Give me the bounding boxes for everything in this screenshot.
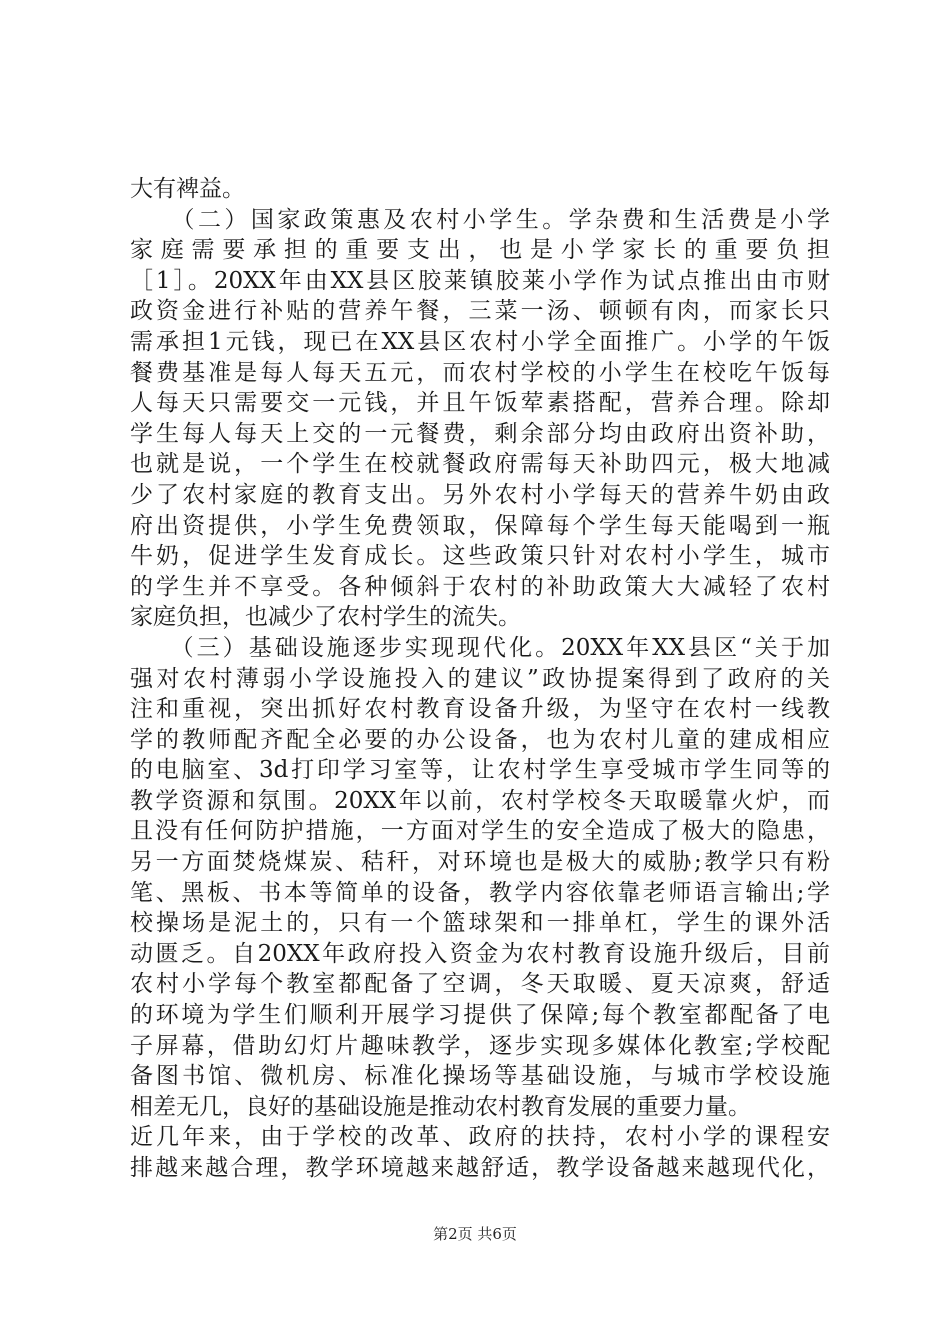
text-line: 府出资提供，小学生免费领取，保障每个学生每天能喝到一瓶: [130, 512, 830, 539]
text-line: 餐费基准是每人每天五元，而农村学校的小学生在校吃午饭每: [130, 359, 830, 386]
text-line: 笔、黑板、书本等简单的设备，教学内容依靠老师语言输出;学: [130, 879, 830, 906]
text-line: 农村小学每个教室都配备了空调，冬天取暖、夏天凉爽，舒适: [130, 971, 830, 998]
text-line: 近几年来，由于学校的改革、政府的扶持，农村小学的课程安: [130, 1124, 830, 1151]
text-line: （二）国家政策惠及农村小学生。学杂费和生活费是小学: [130, 206, 830, 233]
text-line: 动匮乏。自20XX年政府投入资金为农村教育设施升级后，目前: [130, 940, 830, 967]
text-line: 排越来越合理，教学环境越来越舒适，教学设备越来越现代化，: [130, 1155, 830, 1181]
text-line: 强对农村薄弱小学设施投入的建议”政协提案得到了政府的关: [130, 665, 830, 692]
text-line: 另一方面焚烧煤炭、秸秆，对环境也是极大的威胁;教学只有粉: [130, 849, 830, 876]
text-line: ［1］。20XX年由XX县区胶莱镇胶莱小学作为试点推出由市财: [130, 267, 830, 294]
page-footer: 第2页 共6页: [433, 1225, 517, 1243]
text-line: 注和重视，突出抓好农村教育设备升级，为坚守在农村一线教: [130, 696, 830, 723]
text-line: 备图书馆、微机房、标准化操场等基础设施，与城市学校设施: [130, 1063, 830, 1090]
text-line: 政资金进行补贴的营养午餐，三菜一汤、顿顿有肉，而家长只: [130, 298, 830, 325]
text-line: 且没有任何防护措施，一方面对学生的安全造成了极大的隐患，: [130, 818, 830, 845]
text-line: 需承担1元钱，现已在XX县区农村小学全面推广。小学的午饭: [130, 328, 830, 355]
text-line: 相差无几，良好的基础设施是推动农村教育发展的重要力量。: [130, 1093, 751, 1120]
text-line: 子屏幕，借助幻灯片趣味教学，逐步实现多媒体化教室;学校配: [130, 1032, 830, 1059]
text-line: 教学资源和氛围。20XX年以前，农村学校冬天取暖靠火炉，而: [130, 787, 830, 814]
text-line: 校操场是泥土的，只有一个篮球架和一排单杠，学生的课外活: [130, 910, 830, 937]
text-line: 大有裨益。: [130, 176, 245, 202]
text-line: 人每天只需要交一元钱，并且午饭荤素搭配，营养合理。除却: [130, 390, 830, 417]
body-text: [130, 174, 830, 1184]
text-line: （三）基础设施逐步实现现代化。20XX年XX县区“关于加: [130, 634, 830, 661]
text-line: 的电脑室、3d打印学习室等，让农村学生享受城市学生同等的: [130, 757, 830, 784]
text-line: 学的教师配齐配全必要的办公设备，也为农村儿童的建成相应: [130, 726, 830, 753]
text-line: 少了农村家庭的教育支出。另外农村小学每天的营养牛奶由政: [130, 481, 830, 508]
text-line: 的学生并不享受。各种倾斜于农村的补助政策大大减轻了农村: [130, 573, 830, 600]
text-line: 牛奶，促进学生发育成长。这些政策只针对农村小学生，城市: [130, 543, 830, 570]
text-line: 学生每人每天上交的一元餐费，剩余部分均由政府出资补助，: [130, 420, 830, 447]
text-line: 也就是说，一个学生在校就餐政府需每天补助四元，极大地减: [130, 451, 830, 478]
text-line: 家庭需要承担的重要支出，也是小学家长的重要负担: [130, 237, 830, 264]
text-line: 的环境为学生们顺利开展学习提供了保障;每个教室都配备了电: [130, 1002, 830, 1029]
text-line: 家庭负担，也减少了农村学生的流失。: [130, 604, 521, 631]
